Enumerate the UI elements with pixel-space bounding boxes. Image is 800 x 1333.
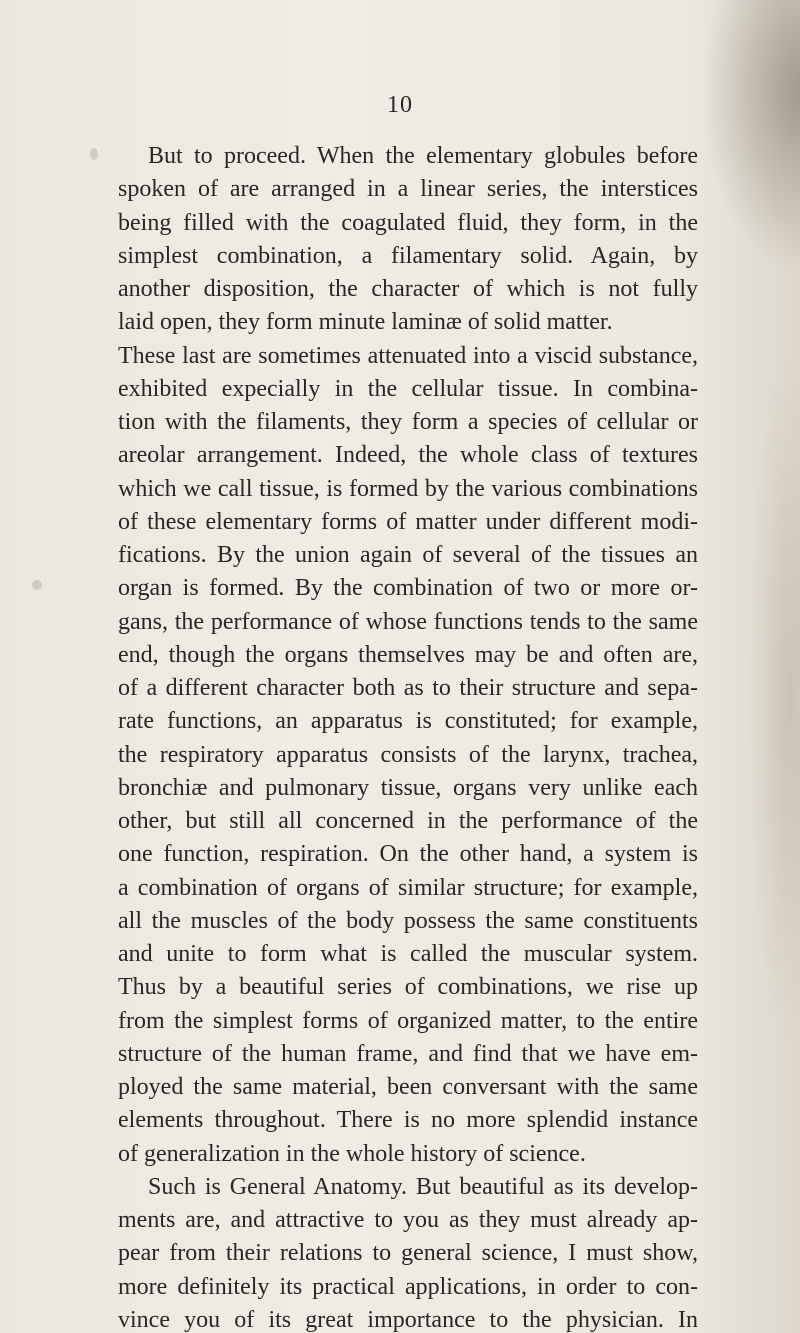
text-line: end, though the organs themselves may be and often are, [118, 641, 698, 668]
text-line: But to proceed. When the elementary globules before [148, 143, 698, 169]
text-line: gans, the performance of whose functions tends to the same [118, 608, 698, 635]
text-line: ployed the same material, been conversant with the same [118, 1074, 698, 1100]
text-line: a combination of organs of similar structure; for example, [118, 874, 698, 901]
text-line: of these elementary forms of matter under different modi- [118, 508, 698, 535]
text-line: organ is formed. By the combination of two or more or- [118, 575, 698, 602]
text-line: rate functions, an apparatus is constituted; for example, [118, 708, 698, 735]
text-line: areolar arrangement. Indeed, the whole class of textures [118, 442, 698, 469]
text-line: other, but still all concerned in the performance of the [118, 808, 698, 834]
text-line: pear from their relations to general science, I must show, [118, 1240, 698, 1267]
text-line: the respiratory apparatus consists of the larynx, trachea, [118, 741, 698, 768]
text-line: bronchiæ and pulmonary tissue, organs very unlike each [118, 774, 698, 801]
text-line: ments are, and attractive to you as they must already ap- [118, 1207, 698, 1233]
text-line: of generalization in the whole history of science. [118, 1140, 586, 1167]
text-line: one function, respiration. On the other hand, a system is [118, 841, 698, 868]
text-line: Thus by a beautiful series of combinations, we rise up [118, 974, 698, 1001]
text-line: simplest combination, a filamentary solid. Again, by [118, 242, 698, 269]
text-line: laid open, they form minute laminæ of solid matter. [118, 309, 613, 336]
text-line: elements throughout. There is no more splendid instance [118, 1107, 698, 1134]
text-line: all the muscles of the body possess the same constituents [118, 907, 698, 934]
paper-stain [90, 148, 98, 160]
text-line: vince you of its great importance to the physician. In [118, 1306, 698, 1333]
text-line: and unite to form what is called the muscular system. [118, 941, 698, 967]
text-line: exhibited expecially in the cellular tissue. In combina- [118, 375, 698, 402]
text-line: which we call tissue, is formed by the various combinations [118, 475, 698, 502]
text-line: another disposition, the character of which is not fully [118, 276, 698, 302]
text-line: fications. By the union again of several of the tissues an [118, 542, 698, 568]
paper-stain [32, 580, 42, 590]
text-line: These last are sometimes attenuated into a viscid substance, [118, 342, 698, 369]
text-line: being filled with the coagulated fluid, they form, in the [118, 209, 698, 236]
text-line: from the simplest forms of organized matter, to the entire [118, 1007, 698, 1034]
text-line: tion with the filaments, they form a species of cellular or [118, 409, 698, 435]
body-text [118, 140, 698, 1333]
text-line: structure of the human frame, and find that we have em- [118, 1040, 698, 1067]
text-line: of a different character both as to their structure and sepa- [118, 675, 698, 701]
text-line: more definitely its practical applications, in order to con- [118, 1273, 698, 1300]
page-number: 10 [387, 92, 413, 118]
text-line: Such is General Anatomy. But beautiful as its develop- [148, 1173, 698, 1200]
text-line: spoken of are arranged in a linear series, the interstices [118, 176, 698, 203]
